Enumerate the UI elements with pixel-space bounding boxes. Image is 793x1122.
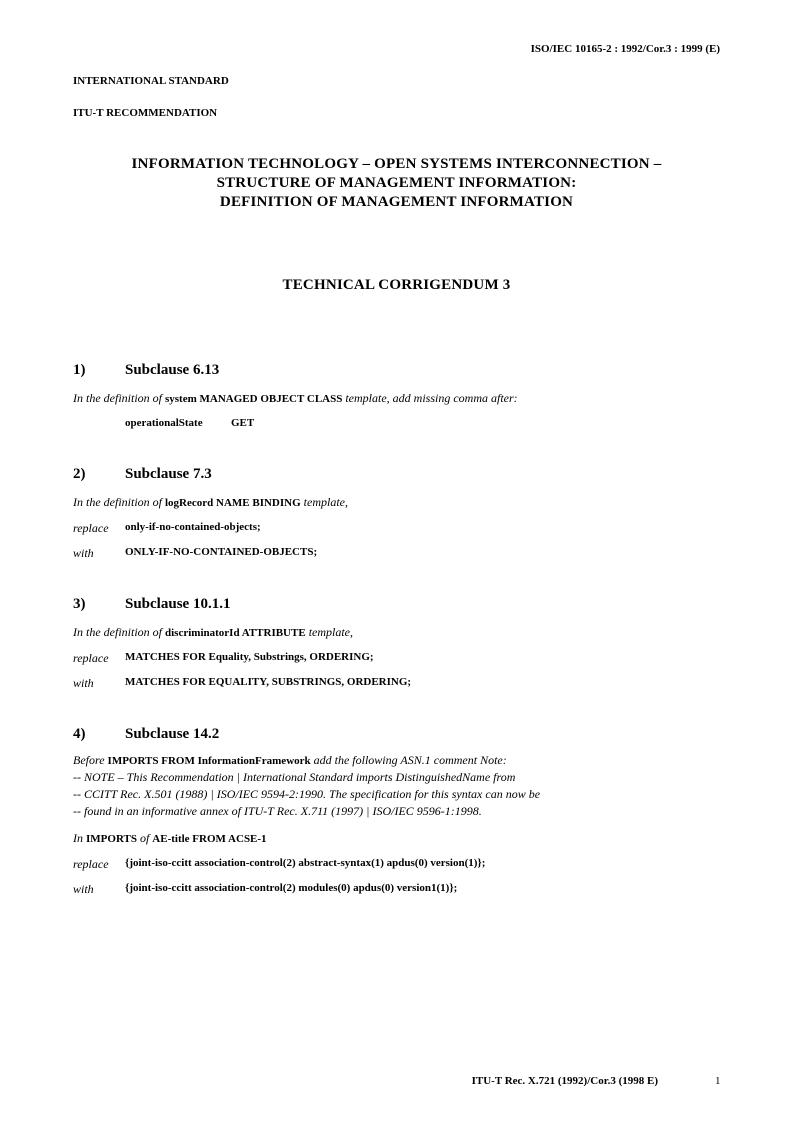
section-1-heading: Subclause 6.13 — [125, 362, 220, 378]
section-4-heading: Subclause 14.2 — [125, 726, 220, 742]
section-1-intro-a: In the definition of — [73, 391, 165, 405]
section-4-with-label: with — [73, 882, 94, 896]
section-3-intro-a: In the definition of — [73, 625, 165, 639]
section-4-replace-text: {joint-iso-ccitt association-control(2) abstract-syntax(1) apdus(0) version(1)}; — [125, 857, 486, 869]
section-2-with-text: ONLY-IF-NO-CONTAINED-OBJECTS; — [125, 546, 318, 558]
section-4-replace-label: replace — [73, 857, 109, 871]
page-number: 1 — [715, 1075, 721, 1087]
section-1-intro-b: system MANAGED OBJECT CLASS — [165, 393, 343, 405]
title-line-2: STRUCTURE OF MANAGEMENT INFORMATION: — [216, 175, 577, 191]
section-3-with-text: MATCHES FOR EQUALITY, SUBSTRINGS, ORDERING; — [125, 676, 412, 688]
standard-type: INTERNATIONAL STANDARD — [73, 75, 229, 87]
section-2-intro-b: logRecord NAME BINDING — [165, 497, 301, 509]
section-3-intro-b: discriminatorId ATTRIBUTE — [165, 627, 306, 639]
section-4-note-line-2: -- CCITT Rec. X.501 (1988) | ISO/IEC 9594-2:1990. The specification for this syntax can now be — [73, 787, 541, 801]
section-3-intro-c: template, — [305, 625, 354, 639]
section-1-code-a: operationalState — [125, 417, 203, 429]
footer-recommendation-ref: ITU-T Rec. X.721 (1992)/Cor.3 (1998 E) — [471, 1075, 658, 1087]
section-4-in-b: IMPORTS — [86, 833, 137, 845]
section-4-intro-a: Before — [73, 753, 108, 767]
section-3-intro — [73, 625, 353, 640]
title-line-1: INFORMATION TECHNOLOGY – OPEN SYSTEMS INTERCONNECTION – — [131, 156, 662, 172]
section-4-in-d: AE-title FROM ACSE-1 — [152, 833, 267, 845]
section-2-intro-c: template, — [300, 495, 348, 509]
section-4-intro-b: IMPORTS FROM InformationFramework — [107, 755, 311, 767]
section-4-in-imports — [73, 831, 267, 846]
section-4-note-line-3: -- found in an informative annex of ITU-T Rec. X.711 (1997) | ISO/IEC 9596-1:1998. — [73, 804, 482, 818]
section-4-note-line-1: -- NOTE – This Recommendation | International Standard imports DistinguishedName from — [73, 770, 516, 784]
section-2-replace-text: only-if-no-contained-objects; — [125, 521, 261, 533]
section-4-intro-c: add the following ASN.1 comment Note: — [310, 753, 507, 767]
section-1-code-b: GET — [231, 417, 255, 429]
section-2-intro — [73, 495, 348, 510]
section-2-with-label: with — [73, 546, 94, 560]
section-1-number: 1) — [73, 362, 86, 378]
section-2-number: 2) — [73, 466, 86, 482]
document-id: ISO/IEC 10165-2 : 1992/Cor.3 : 1999 (E) — [530, 43, 720, 55]
section-4-in-a: In — [73, 831, 86, 845]
section-1-intro-c: template, add missing comma after: — [342, 391, 518, 405]
section-3-replace-label: replace — [73, 651, 109, 665]
title-line-3: DEFINITION OF MANAGEMENT INFORMATION — [219, 194, 574, 210]
section-2-heading: Subclause 7.3 — [125, 466, 212, 482]
recommendation-type: ITU-T RECOMMENDATION — [73, 107, 218, 119]
section-4-in-c: of — [136, 831, 153, 845]
section-2-replace-label: replace — [73, 521, 109, 535]
section-4-number: 4) — [73, 726, 86, 742]
section-3-number: 3) — [73, 596, 86, 612]
section-2-intro-a: In the definition of — [73, 495, 165, 509]
corrigendum-title: TECHNICAL CORRIGENDUM 3 — [282, 277, 511, 293]
section-3-heading: Subclause 10.1.1 — [125, 596, 231, 612]
section-1-intro — [73, 391, 518, 406]
section-3-with-label: with — [73, 676, 94, 690]
section-4-with-text: {joint-iso-ccitt association-control(2) modules(0) apdus(0) version1(1)}; — [125, 882, 458, 894]
section-3-replace-text: MATCHES FOR Equality, Substrings, ORDERING; — [125, 651, 374, 663]
section-4-intro — [73, 753, 507, 768]
